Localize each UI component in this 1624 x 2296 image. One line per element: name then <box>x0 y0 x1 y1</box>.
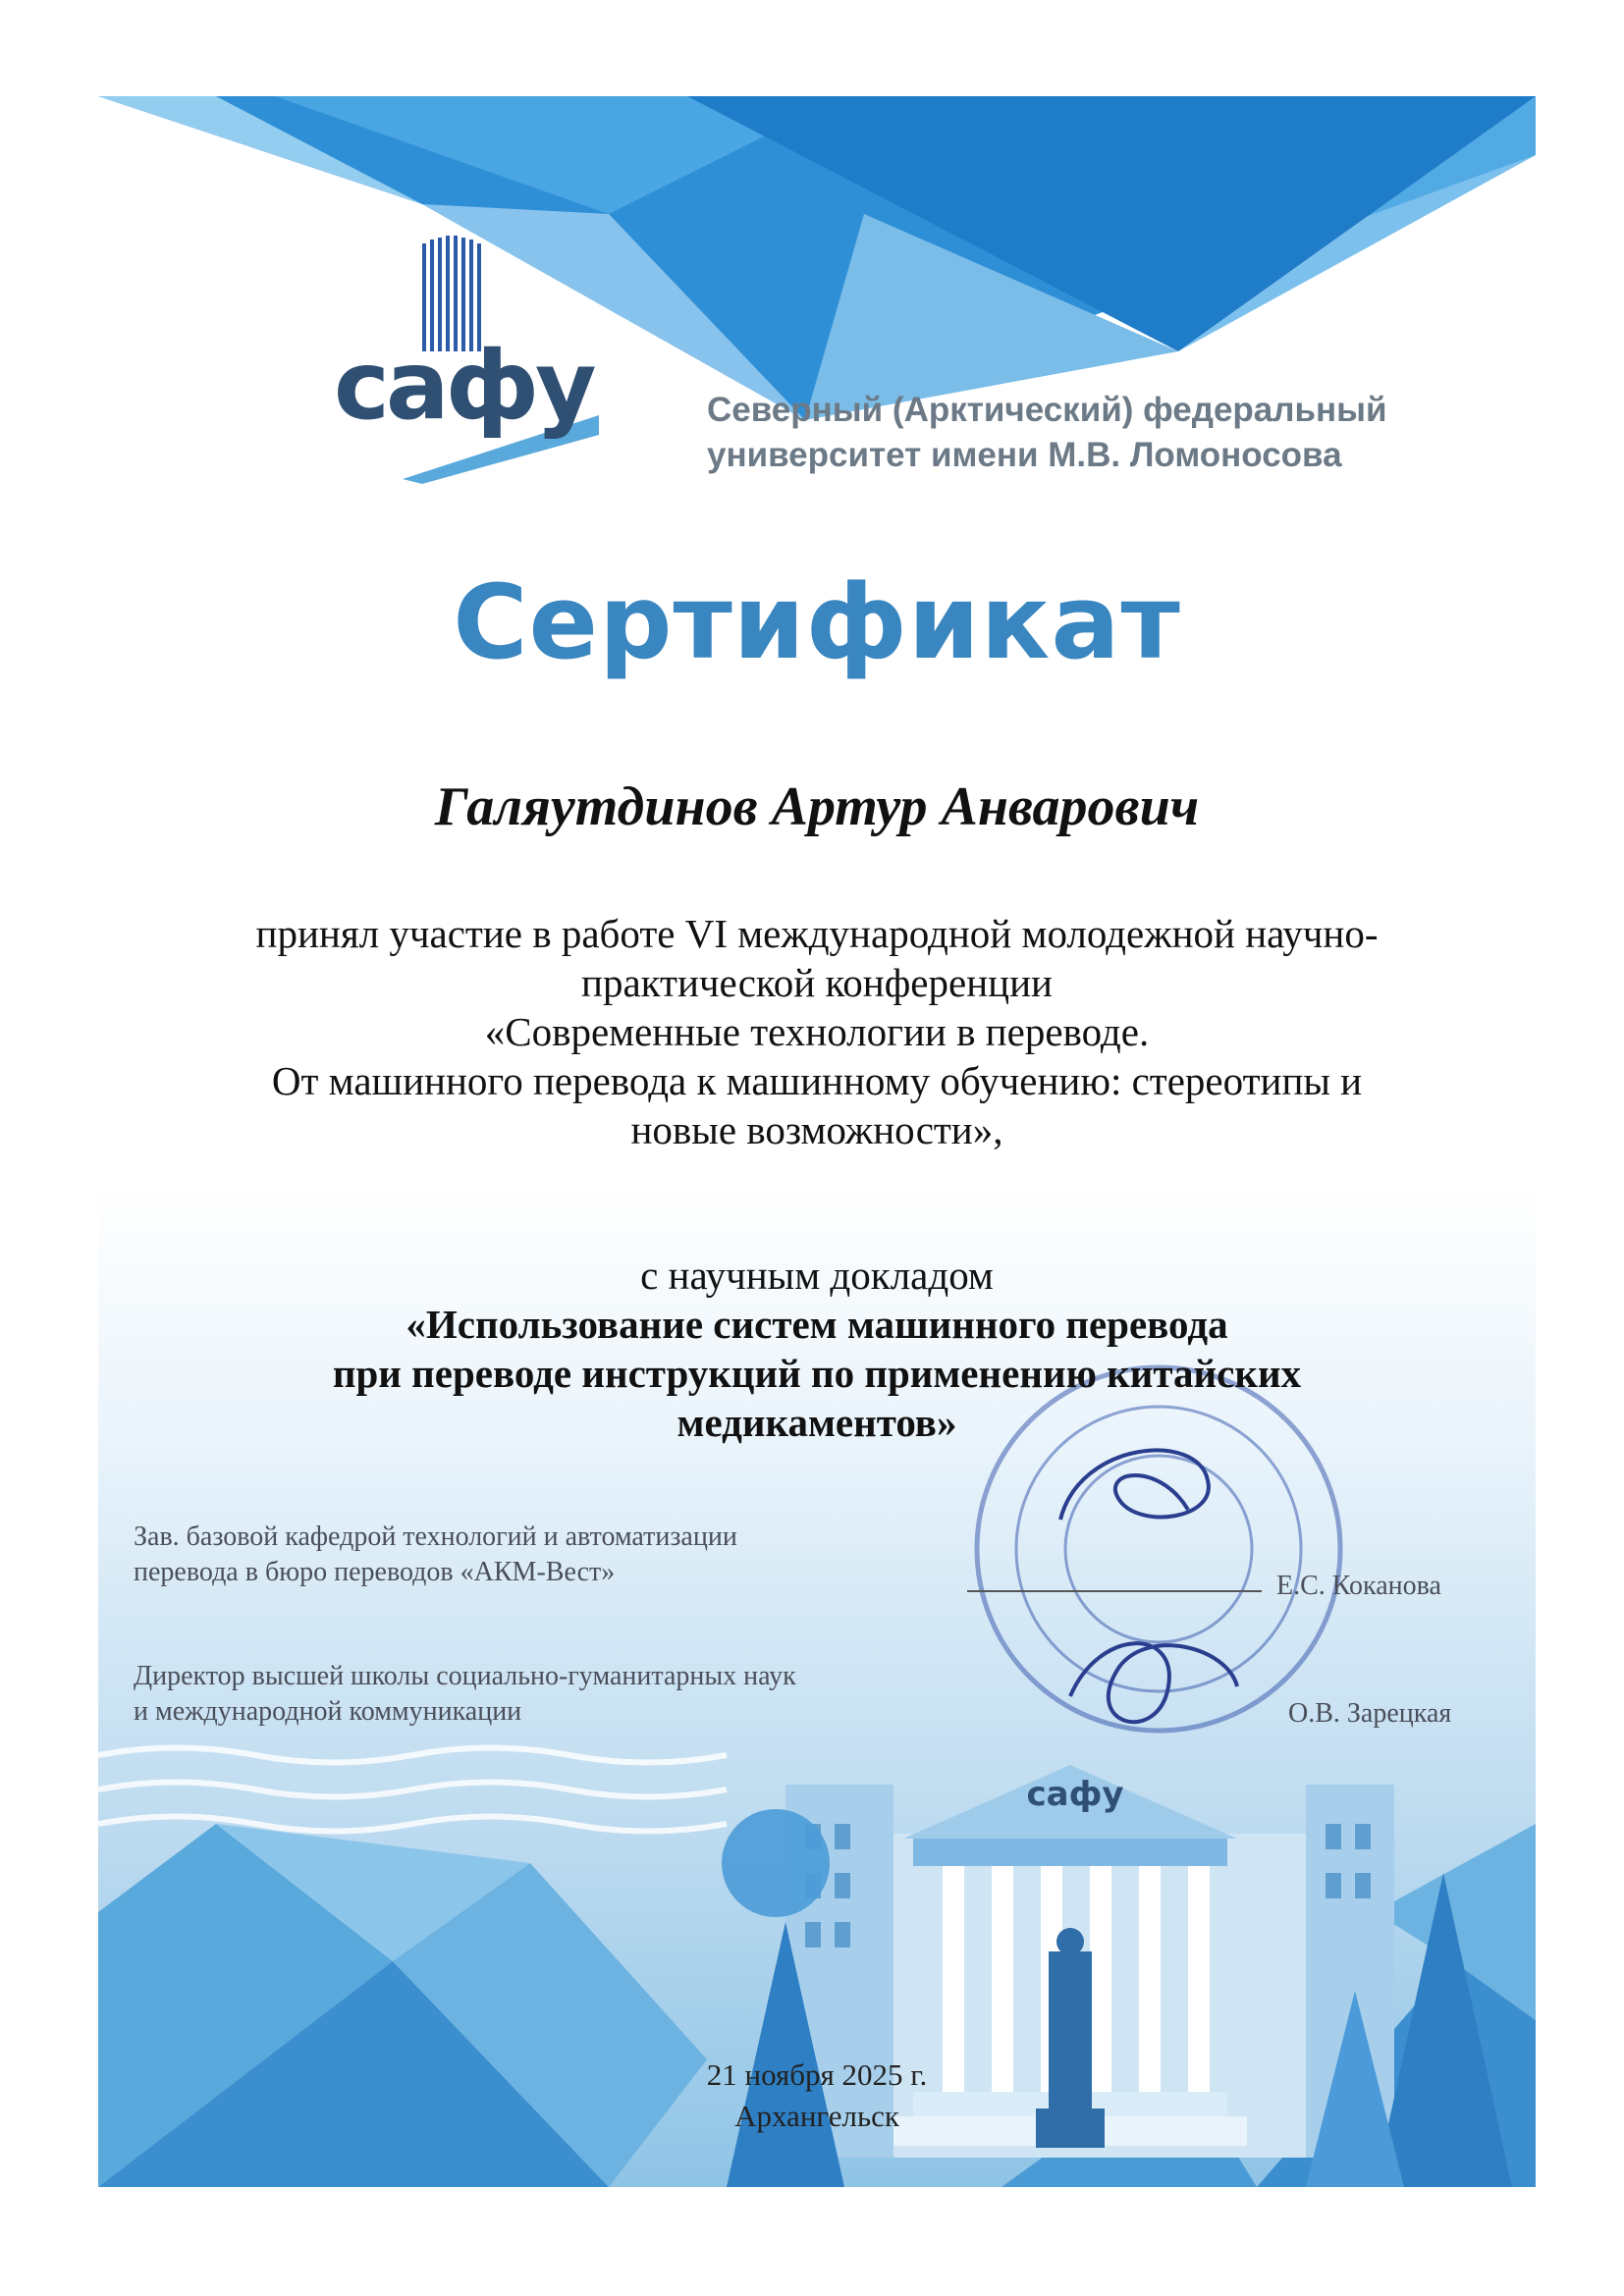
participation-line: От машинного перевода к машинному обучению: стереотипы и <box>271 1058 1363 1103</box>
report-intro: с научным докладом <box>640 1253 994 1298</box>
report-title-line: при переводе инструкций по применению китайских <box>332 1351 1302 1396</box>
signatory-1-position <box>134 1520 880 1590</box>
university-name-line1: Северный (Арктический) федеральный <box>707 391 1387 429</box>
recipient-name: Галяутдинов Артур Анварович <box>434 776 1200 837</box>
participation-line: принял участие в работе VI международной молодежной научно- <box>255 911 1379 956</box>
signatory-position-line: Зав. базовой кафедрой технологий и автоматизации <box>134 1522 737 1552</box>
report-title-line: «Использование систем машинного перевода <box>406 1302 1228 1347</box>
university-name-line2: университет имени М.В. Ломоносова <box>707 436 1342 474</box>
signatory-2-name: О.В. Зарецкая <box>1288 1698 1452 1729</box>
participation-line: практической конференции <box>581 960 1053 1005</box>
participation-text <box>98 909 1536 1154</box>
signature-line <box>967 1590 1262 1592</box>
certificate-sheet <box>98 96 1536 2187</box>
participation-line: новые возможности», <box>630 1107 1003 1152</box>
signatory-position-line: и международной коммуникации <box>134 1696 522 1727</box>
participation-line: «Современные технологии в переводе. <box>484 1009 1150 1054</box>
signatory-1-name: Е.С. Коканова <box>1276 1571 1441 1601</box>
signatory-position-line: перевода в бюро переводов «АКМ-Вест» <box>134 1557 616 1587</box>
signatory-position-line: Директор высшей школы социально-гуманитарных наук <box>134 1661 796 1691</box>
university-name <box>707 388 1453 478</box>
certificate-city: Архангельск <box>734 2099 899 2133</box>
report-block <box>98 1251 1536 1447</box>
building-logo: сафу <box>1026 1775 1124 1814</box>
footer <box>98 2055 1536 2137</box>
logo-wordmark: сафу <box>334 331 593 441</box>
certificate-title: Сертификат <box>453 562 1181 682</box>
certificate-date: 21 ноября 2025 г. <box>706 2057 928 2092</box>
report-title-line: медикаментов» <box>677 1400 957 1445</box>
signatory-2-position <box>134 1659 919 1730</box>
